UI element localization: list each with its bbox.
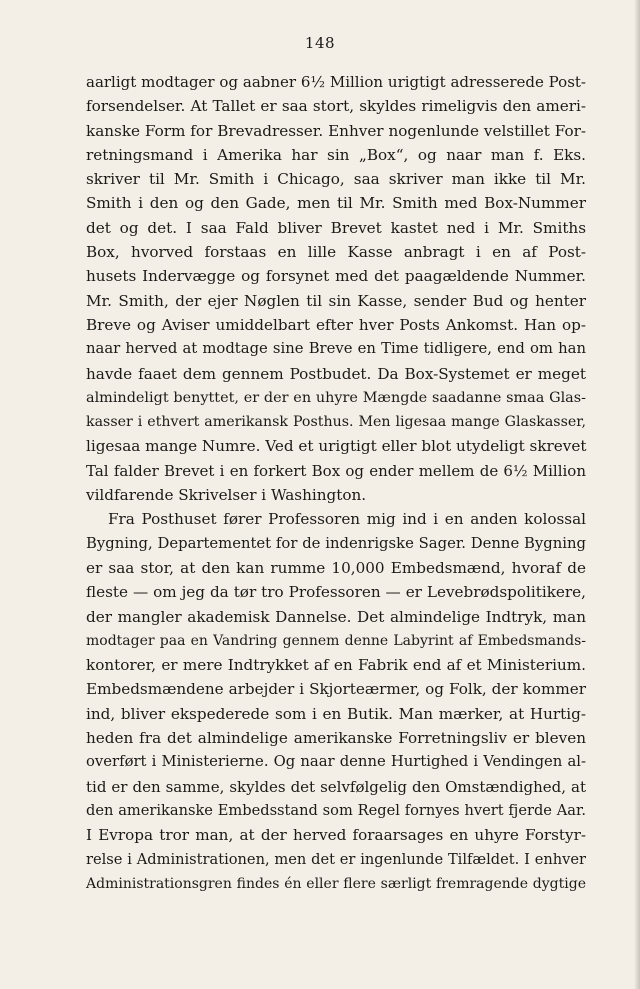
text-line: aarligt modtager og aabner 6½ Million urigtigt adresserede Post- xyxy=(86,73,586,91)
body-text xyxy=(86,70,586,896)
text-line: Mr. Smith, der ejer Nøglen til sin Kasse, sender Bud og henter xyxy=(86,291,586,310)
text-line: kasser i ethvert amerikansk Posthus. Men ligesaa mange Glaskasser, xyxy=(86,414,586,431)
text-line: er saa stor, at den kan rumme 10,000 Embedsmænd, hvoraf de xyxy=(86,558,586,577)
page-number: 148 xyxy=(304,34,336,52)
text-line: Smith i den og den Gade, men til Mr. Smith med Box-Nummer xyxy=(86,194,586,213)
text-line: ind, bliver ekspederede som i en Butik. Man mærker, at Hurtig- xyxy=(86,704,586,723)
text-line: kanske Form for Brevadresser. Enhver nogenlunde velstillet For- xyxy=(86,121,586,140)
text-line: husets Indervægge og forsynet med det paagældende Nummer. xyxy=(86,267,586,286)
text-line: fleste — om jeg da tør tro Professoren — er Levebrødspolitikere, xyxy=(86,583,586,602)
paragraph xyxy=(86,70,586,507)
text-line: I Evropa tror man, at der herved foraarsages en uhyre Forstyr- xyxy=(86,826,586,845)
text-line: overført i Ministerierne. Og naar denne Hurtighed i Vendingen al- xyxy=(86,753,586,771)
text-line: retningsmand i Amerika har sin „Box“, og naar man f. Eks. xyxy=(86,145,586,164)
text-line: Box, hvorved forstaas en lille Kasse anbragt i en af Post- xyxy=(86,243,586,262)
text-line: relse i Administrationen, men det er ingenlunde Tilfældet. I enhver xyxy=(86,850,586,868)
text-line: Tal falder Brevet i en forkert Box og ender mellem de 6½ Million xyxy=(86,461,586,480)
text-line: Bygning, Departementet for de indenrigske Sager. Denne Bygning xyxy=(86,534,586,552)
text-line: vildfarende Skrivelser i Washington. xyxy=(86,486,367,505)
page-edge-shadow xyxy=(634,0,640,989)
text-line: den amerikanske Embedsstand som Regel fornyes hvert fjerde Aar. xyxy=(86,801,586,819)
text-line: der mangler akademisk Dannelse. Det almindelige Indtryk, man xyxy=(86,607,586,626)
text-line: skriver til Mr. Smith i Chicago, saa skriver man ikke til Mr. xyxy=(86,170,586,189)
text-line: almindeligt benyttet, er der en uhyre Mængde saadanne smaa Glas- xyxy=(86,389,586,406)
text-line: ligesaa mange Numre. Ved et urigtigt eller blot utydeligt skrevet xyxy=(86,437,587,456)
text-line: havde faaet dem gennem Postbudet. Da Box-Systemet er meget xyxy=(86,364,586,383)
text-line: heden fra det almindelige amerikanske Forretningsliv er bleven xyxy=(86,729,586,748)
text-line: Embedsmændene arbejder i Skjorteærmer, og Folk, der kommer xyxy=(86,680,586,699)
text-line: kontorer, er mere Indtrykket af en Fabrik end af et Ministerium. xyxy=(86,656,586,675)
paragraph xyxy=(86,507,586,896)
text-line: tid er den samme, skyldes det selvfølgelig den Omstændighed, at xyxy=(86,777,586,796)
text-line: Administrationsgren findes én eller flere særligt fremragende dygtige xyxy=(86,875,586,892)
text-line: Fra Posthuset fører Professoren mig ind i en anden kolossal xyxy=(108,510,586,529)
text-line: Breve og Aviser umiddelbart efter hver Posts Ankomst. Han op- xyxy=(86,315,586,334)
text-line: modtager paa en Vandring gennem denne Labyrint af Embedsmands- xyxy=(86,632,586,649)
text-line: naar herved at modtage sine Breve en Time tidligere, end om han xyxy=(86,340,586,358)
text-line: det og det. I saa Fald bliver Brevet kastet ned i Mr. Smiths xyxy=(86,218,586,237)
text-line: forsendelser. At Tallet er saa stort, skyldes rimeligvis den ameri- xyxy=(86,97,586,116)
